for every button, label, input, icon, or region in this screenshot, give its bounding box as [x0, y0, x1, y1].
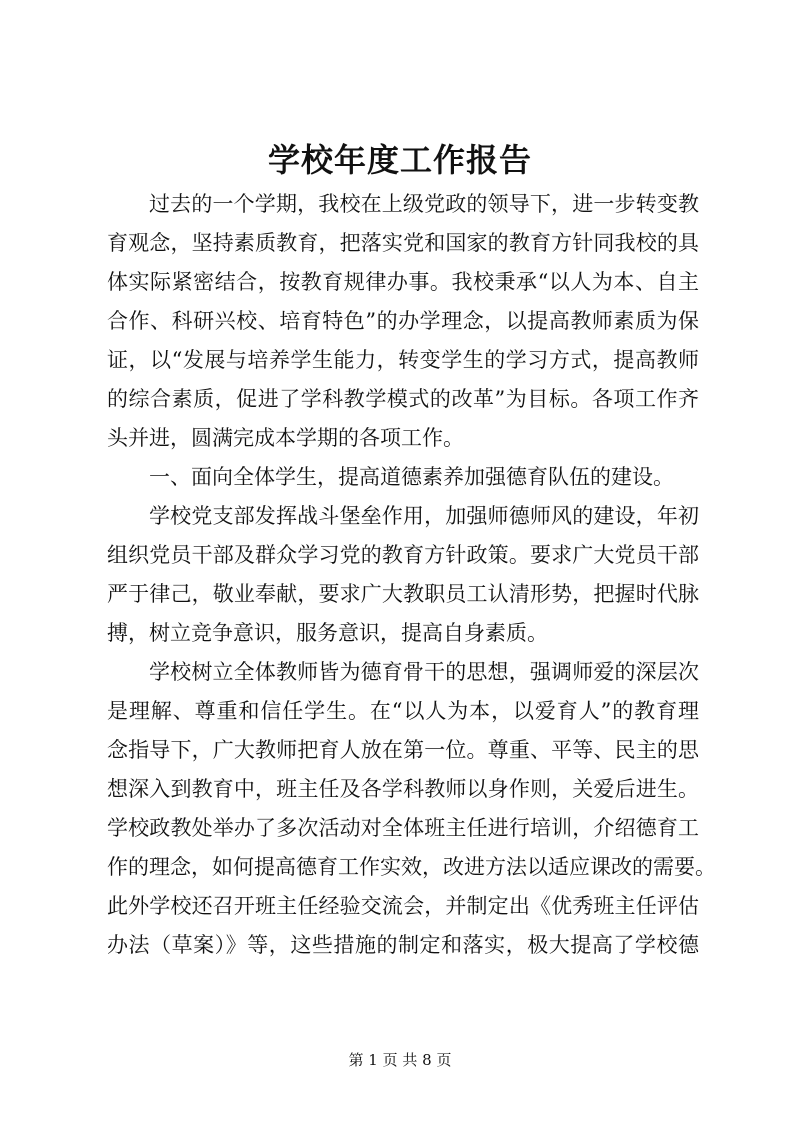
body-line: 想深入到教育中，班主任及各学科教师以身作则，关爱后进生。 — [107, 777, 699, 801]
body-line: 严于律己，敬业奉献，要求广大教职员工认清形势，把握时代脉 — [107, 582, 699, 606]
body-line: 证，以“发展与培养学生能力，转变学生的学习方式，提高教师 — [107, 348, 699, 372]
section-heading: 一、面向全体学生，提高道德素养加强德育队伍的建设。 — [149, 465, 674, 489]
body-line: 办法（草案）》等，这些措施的制定和落实，极大提高了学校德 — [107, 933, 699, 957]
body-line: 学校政教处举办了多次活动对全体班主任进行培训，介绍德育工 — [107, 816, 699, 840]
document-body — [107, 185, 716, 965]
body-line: 学校党支部发挥战斗堡垒作用，加强师德师风的建设，年初 — [149, 504, 699, 528]
body-line: 是理解、尊重和信任学生。在“以人为本，以爱育人”的教育理 — [107, 699, 699, 723]
body-line: 育观念，坚持素质教育，把落实党和国家的教育方针同我校的具 — [107, 231, 699, 255]
document-title: 学校年度工作报告 — [267, 141, 532, 179]
body-line: 头并进，圆满完成本学期的各项工作。 — [107, 426, 464, 450]
body-line: 组织党员干部及群众学习党的教育方针政策。要求广大党员干部 — [107, 543, 699, 567]
body-line: 的综合素质，促进了学科教学模式的改革”为目标。各项工作齐 — [107, 387, 699, 411]
body-line: 合作、科研兴校、培育特色”的办学理念，以提高教师素质为保 — [107, 309, 699, 333]
page-footer: 第 1 页 共 8 页 — [348, 1051, 452, 1069]
body-line: 此外学校还召开班主任经验交流会，并制定出《优秀班主任评估 — [107, 894, 699, 918]
body-line: 搏，树立竞争意识，服务意识，提高自身素质。 — [107, 621, 548, 645]
body-line: 念指导下，广大教师把育人放在第一位。尊重、平等、民主的思 — [107, 738, 699, 762]
body-line: 过去的一个学期，我校在上级党政的领导下，进一步转变教 — [149, 192, 699, 216]
body-line: 作的理念，如何提高德育工作实效，改进方法以适应课改的需要。 — [107, 855, 716, 879]
body-line: 学校树立全体教师皆为德育骨干的思想，强调师爱的深层次 — [149, 660, 699, 684]
body-line: 体实际紧密结合，按教育规律办事。我校秉承“以人为本、自主 — [107, 270, 699, 294]
